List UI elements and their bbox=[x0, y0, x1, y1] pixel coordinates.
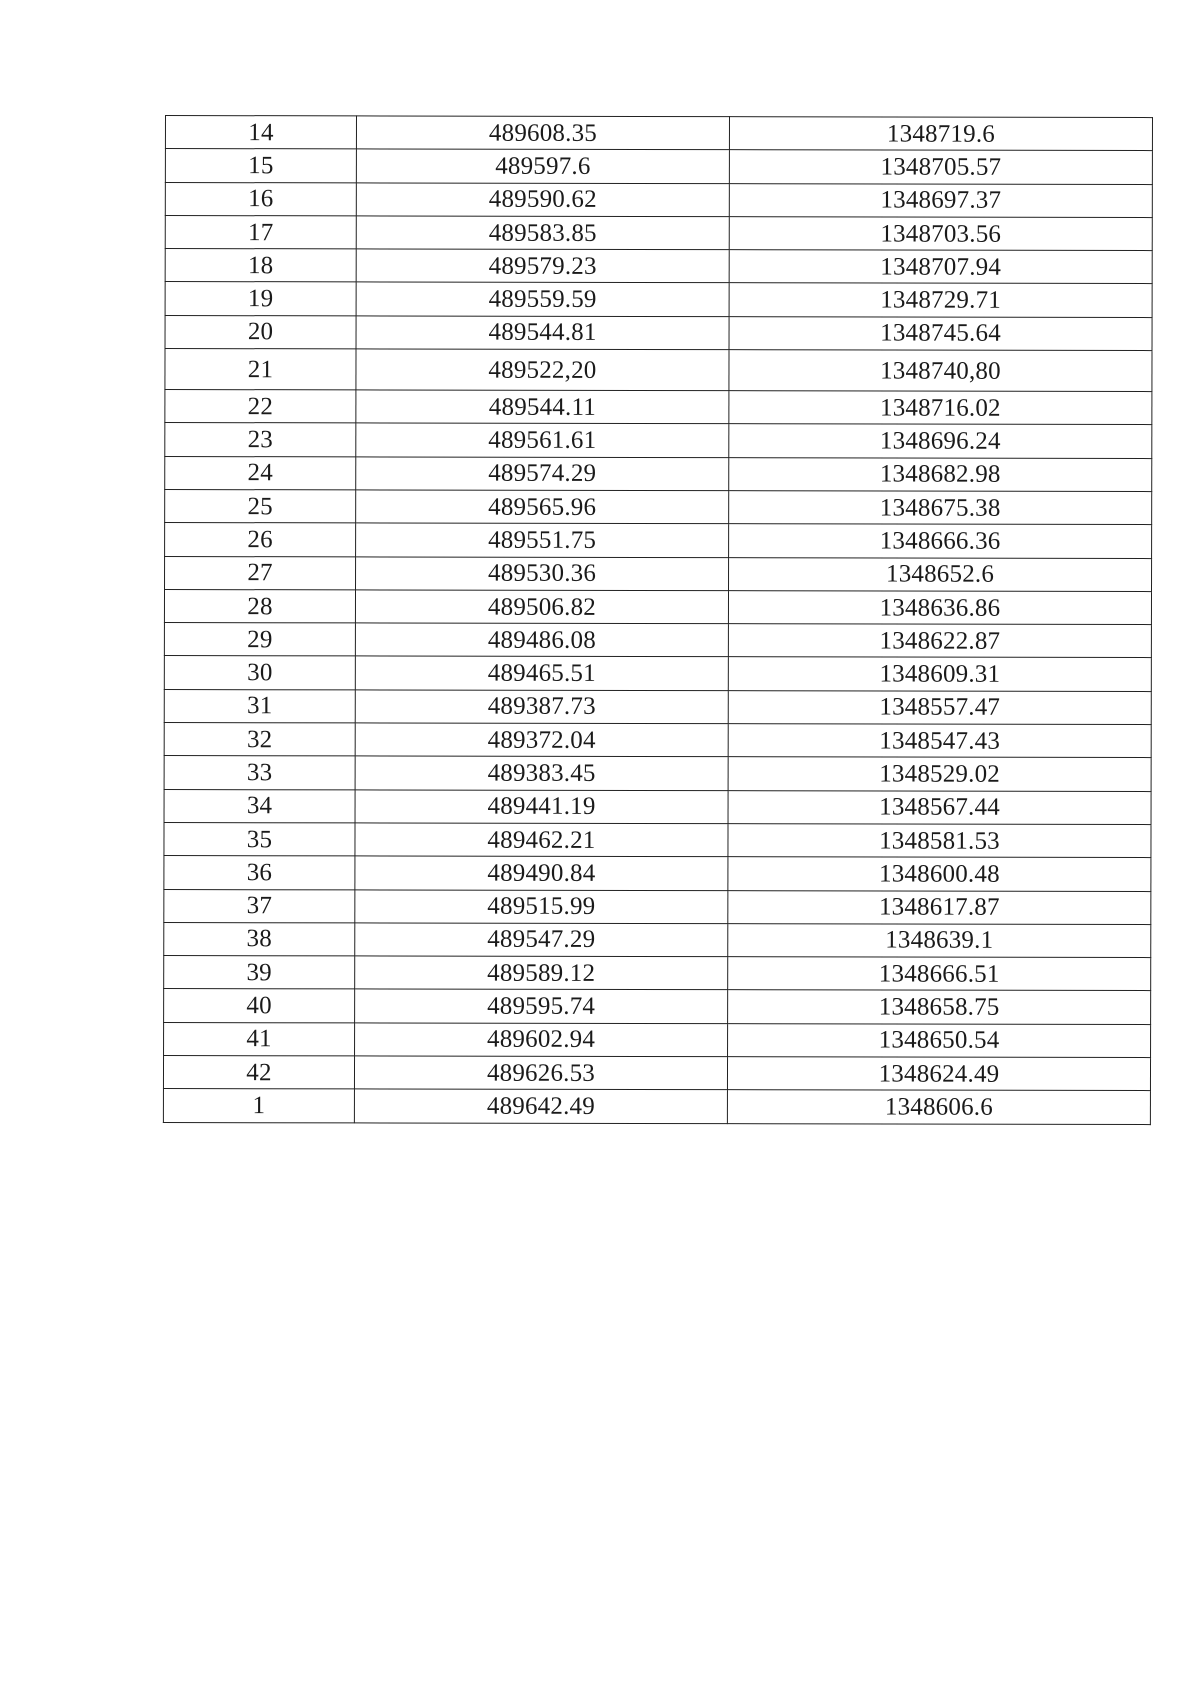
x-coordinate-cell: 489595.74 bbox=[355, 989, 728, 1023]
table-row bbox=[165, 456, 1152, 491]
x-coordinate-cell: 489544.11 bbox=[356, 390, 729, 424]
x-coordinate-cell: 489565.96 bbox=[356, 490, 729, 524]
point-number-cell: 14 bbox=[165, 116, 356, 150]
y-coordinate-cell: 1348707.94 bbox=[729, 250, 1152, 284]
y-coordinate-cell: 1348609.31 bbox=[728, 657, 1151, 691]
point-number-cell: 21 bbox=[165, 349, 356, 390]
table-row bbox=[165, 349, 1152, 392]
point-number-cell: 37 bbox=[164, 889, 355, 923]
table-row bbox=[165, 182, 1152, 217]
x-coordinate-cell: 489561.61 bbox=[356, 423, 729, 457]
table-row bbox=[165, 523, 1152, 558]
y-coordinate-cell: 1348652.6 bbox=[729, 557, 1152, 591]
point-number-cell: 39 bbox=[164, 956, 355, 990]
x-coordinate-cell: 489608.35 bbox=[356, 116, 729, 150]
table-row bbox=[165, 249, 1152, 284]
y-coordinate-cell: 1348666.51 bbox=[728, 957, 1151, 991]
y-coordinate-cell: 1348729.71 bbox=[729, 283, 1152, 317]
y-coordinate-cell: 1348716.02 bbox=[729, 391, 1152, 425]
x-coordinate-cell: 489626.53 bbox=[354, 1056, 727, 1090]
x-coordinate-cell: 489486.08 bbox=[355, 623, 728, 657]
y-coordinate-cell: 1348696.24 bbox=[729, 424, 1152, 458]
x-coordinate-cell: 489551.75 bbox=[356, 523, 729, 557]
coordinates-table bbox=[163, 115, 1153, 1125]
x-coordinate-cell: 489583.85 bbox=[356, 216, 729, 250]
x-coordinate-cell: 489465.51 bbox=[355, 656, 728, 690]
y-coordinate-cell: 1348600.48 bbox=[728, 857, 1151, 891]
table-row bbox=[165, 149, 1152, 184]
table-row bbox=[164, 589, 1151, 624]
x-coordinate-cell: 489589.12 bbox=[355, 956, 728, 990]
x-coordinate-cell: 489544.81 bbox=[356, 316, 729, 350]
x-coordinate-cell: 489372.04 bbox=[355, 723, 728, 757]
y-coordinate-cell: 1348740,80 bbox=[729, 350, 1152, 392]
table-row bbox=[164, 689, 1151, 724]
y-coordinate-cell: 1348666.36 bbox=[729, 524, 1152, 558]
y-coordinate-cell: 1348658.75 bbox=[728, 990, 1151, 1024]
x-coordinate-cell: 489506.82 bbox=[355, 590, 728, 624]
y-coordinate-cell: 1348624.49 bbox=[727, 1057, 1150, 1091]
table-row bbox=[164, 1022, 1151, 1057]
table-row bbox=[163, 1089, 1150, 1124]
y-coordinate-cell: 1348745.64 bbox=[729, 316, 1152, 350]
table-row bbox=[165, 215, 1152, 250]
table-row bbox=[163, 1056, 1150, 1091]
table-row bbox=[164, 856, 1151, 891]
point-number-cell: 16 bbox=[165, 182, 356, 216]
point-number-cell: 38 bbox=[164, 922, 355, 956]
x-coordinate-cell: 489522,20 bbox=[356, 349, 729, 391]
point-number-cell: 34 bbox=[164, 789, 355, 823]
point-number-cell: 20 bbox=[165, 315, 356, 349]
point-number-cell: 33 bbox=[164, 756, 355, 790]
point-number-cell: 18 bbox=[165, 249, 356, 283]
x-coordinate-cell: 489547.29 bbox=[355, 923, 728, 957]
y-coordinate-cell: 1348697.37 bbox=[729, 183, 1152, 217]
table-row bbox=[165, 116, 1152, 151]
x-coordinate-cell: 489383.45 bbox=[355, 756, 728, 790]
table-row bbox=[165, 390, 1152, 425]
x-coordinate-cell: 489441.19 bbox=[355, 790, 728, 824]
point-number-cell: 31 bbox=[164, 689, 355, 723]
table-row bbox=[164, 789, 1151, 824]
y-coordinate-cell: 1348705.57 bbox=[729, 150, 1152, 184]
table-row bbox=[165, 282, 1152, 317]
y-coordinate-cell: 1348557.47 bbox=[728, 690, 1151, 724]
y-coordinate-cell: 1348547.43 bbox=[728, 724, 1151, 758]
point-number-cell: 41 bbox=[164, 1022, 355, 1056]
point-number-cell: 28 bbox=[164, 589, 355, 623]
x-coordinate-cell: 489602.94 bbox=[355, 1023, 728, 1057]
table-row bbox=[164, 723, 1151, 758]
table-row bbox=[165, 423, 1152, 458]
point-number-cell: 22 bbox=[165, 390, 356, 424]
point-number-cell: 17 bbox=[165, 215, 356, 249]
point-number-cell: 1 bbox=[163, 1089, 354, 1123]
point-number-cell: 40 bbox=[164, 989, 355, 1023]
table-row bbox=[164, 889, 1151, 924]
y-coordinate-cell: 1348636.86 bbox=[728, 591, 1151, 625]
y-coordinate-cell: 1348675.38 bbox=[729, 491, 1152, 525]
point-number-cell: 29 bbox=[164, 623, 355, 657]
table-row bbox=[165, 556, 1152, 591]
y-coordinate-cell: 1348617.87 bbox=[728, 890, 1151, 924]
point-number-cell: 30 bbox=[164, 656, 355, 690]
y-coordinate-cell: 1348639.1 bbox=[728, 924, 1151, 958]
point-number-cell: 42 bbox=[163, 1056, 354, 1090]
y-coordinate-cell: 1348581.53 bbox=[728, 824, 1151, 858]
y-coordinate-cell: 1348650.54 bbox=[728, 1023, 1151, 1057]
x-coordinate-cell: 489574.29 bbox=[356, 457, 729, 491]
point-number-cell: 19 bbox=[165, 282, 356, 316]
table-row bbox=[164, 623, 1151, 658]
y-coordinate-cell: 1348622.87 bbox=[728, 624, 1151, 658]
table-row bbox=[165, 315, 1152, 350]
x-coordinate-cell: 489642.49 bbox=[354, 1089, 727, 1123]
y-coordinate-cell: 1348606.6 bbox=[727, 1090, 1150, 1124]
point-number-cell: 25 bbox=[165, 489, 356, 523]
coordinates-table-body bbox=[163, 116, 1152, 1125]
point-number-cell: 26 bbox=[165, 523, 356, 557]
y-coordinate-cell: 1348719.6 bbox=[729, 117, 1152, 151]
table-row bbox=[164, 922, 1151, 957]
table-row bbox=[164, 822, 1151, 857]
x-coordinate-cell: 489515.99 bbox=[355, 889, 728, 923]
y-coordinate-cell: 1348529.02 bbox=[728, 757, 1151, 791]
y-coordinate-cell: 1348682.98 bbox=[729, 457, 1152, 491]
point-number-cell: 24 bbox=[165, 456, 356, 490]
point-number-cell: 15 bbox=[165, 149, 356, 183]
x-coordinate-cell: 489597.6 bbox=[356, 149, 729, 183]
point-number-cell: 36 bbox=[164, 856, 355, 890]
x-coordinate-cell: 489559.59 bbox=[356, 282, 729, 316]
table-row bbox=[164, 956, 1151, 991]
point-number-cell: 35 bbox=[164, 822, 355, 856]
x-coordinate-cell: 489590.62 bbox=[356, 182, 729, 216]
x-coordinate-cell: 489579.23 bbox=[356, 249, 729, 283]
table-row bbox=[164, 656, 1151, 691]
table-row bbox=[164, 756, 1151, 791]
point-number-cell: 32 bbox=[164, 723, 355, 757]
x-coordinate-cell: 489387.73 bbox=[355, 690, 728, 724]
y-coordinate-cell: 1348567.44 bbox=[728, 790, 1151, 824]
point-number-cell: 23 bbox=[165, 423, 356, 457]
x-coordinate-cell: 489490.84 bbox=[355, 856, 728, 890]
y-coordinate-cell: 1348703.56 bbox=[729, 217, 1152, 251]
x-coordinate-cell: 489462.21 bbox=[355, 823, 728, 857]
table-row bbox=[165, 489, 1152, 524]
table-row bbox=[164, 989, 1151, 1024]
x-coordinate-cell: 489530.36 bbox=[356, 556, 729, 590]
point-number-cell: 27 bbox=[165, 556, 356, 590]
